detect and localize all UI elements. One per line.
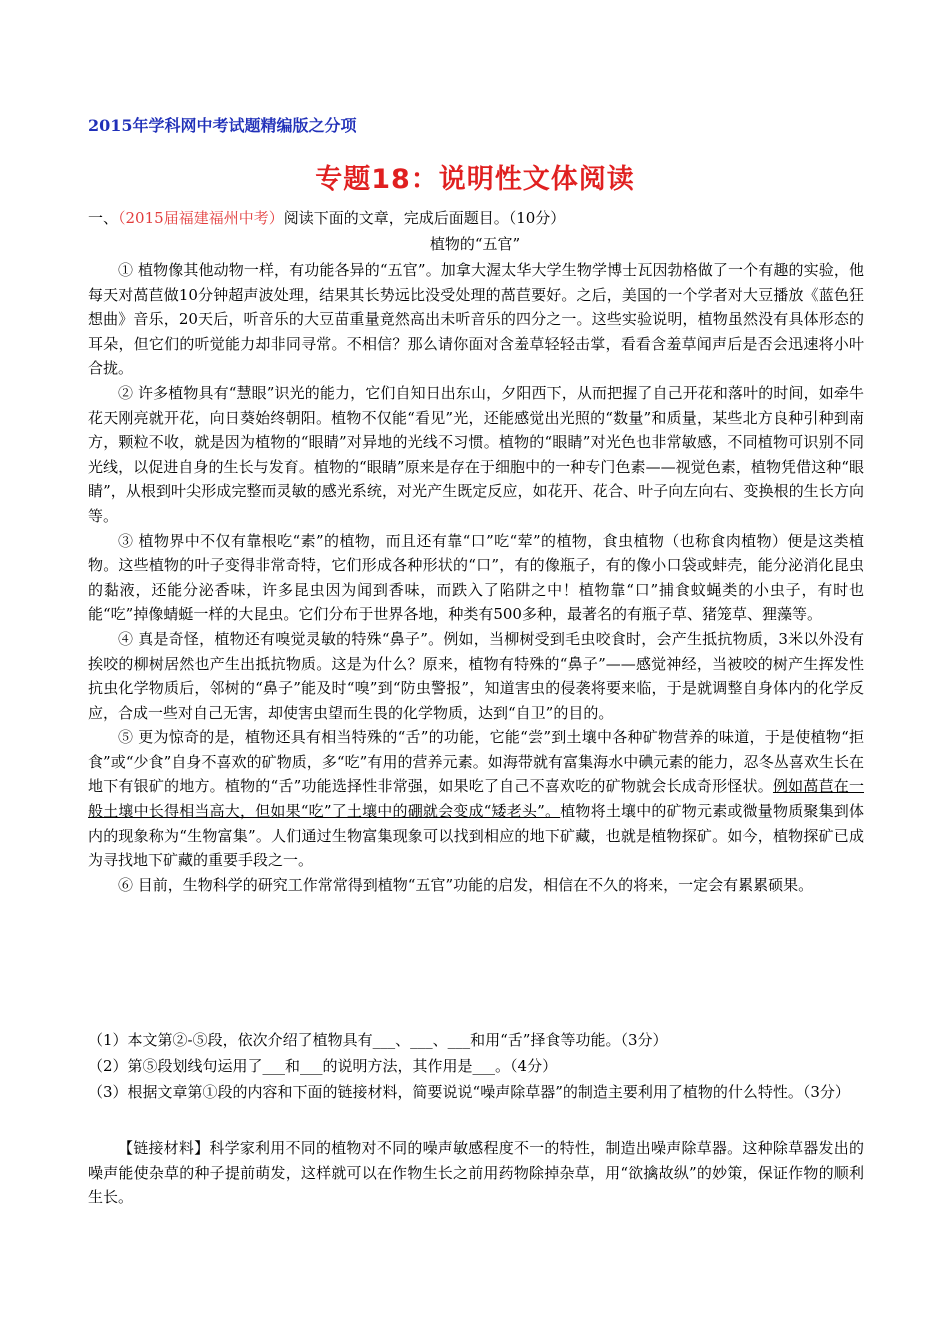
sub-question-2: （2）第⑤段划线句运用了___和___的说明方法，其作用是___。（4分）	[88, 1057, 558, 1075]
paragraph-5	[88, 725, 864, 873]
article-body	[88, 258, 864, 897]
question-source: （2015届福建福州中考）	[118, 209, 284, 227]
paragraph-6: ⑥ 目前，生物科学的研究工作常常得到植物“五官”功能的启发，相信在不久的将来，一定会有累累硕果。	[118, 875, 814, 894]
sub-question-1: （1）本文第②-⑤段，依次介绍了植物具有___、___、___和用“舌”择食等功能。（3分）	[88, 1031, 668, 1049]
paragraph-3: ③ 植物界中不仅有靠根吃“素”的植物，而且还有靠“口”吃“荤”的植物，食虫植物（也称食肉植物）便是这类植物。这些植物的叶子变得非常奇特，它们形成各种形状的“口”，有的像瓶子，有的像小口袋或蚌壳，能分泌消化昆虫的黏液，还能分泌香味，许多昆虫因为闻到香味，而跌入了陷阱之中！植物靠“口”捕食蚊蝇类的小虫子，有时也能“吃”掉像蜻蜓一样的大昆虫。它们分布于世界各地，种类有500多种，最著名的有瓶子草、猪笼草、狸藻等。	[88, 531, 864, 624]
paragraph-1: ① 植物像其他动物一样，有功能各异的“五官”。加拿大渥太华大学生物学博士瓦因勃格做了一个有趣的实验，他每天对萵苣做10分钟超声波处理，结果其长势远比没受处理的萵苣要好。之后，美国的一个学者对大豆播放《蓝色狂想曲》音乐，20天后，听音乐的大豆苗重量竟然高出未听音乐的四分之一。这些实验说明，植物虽然没有具体形态的耳朵，但它们的听觉能力却非同寻常。不相信？那么请你面对含羞草轻轻击掌，看看含羞草闻声后是否会迅速将小叶合拢。	[88, 261, 864, 378]
series-heading: 2015年学科网中考试题精编版之分项	[88, 116, 357, 135]
sub-question-3: （3）根据文章第①段的内容和下面的链接材料，简要说说“噪声除草器”的制造主要利用了植物的什么特性。（3分）	[88, 1083, 850, 1101]
link-material-text: 【链接材料】科学家利用不同的植物对不同的噪声敏感程度不一的特性，制造出噪声除草器。这种除草器发出的噪声能使杂草的种子提前萌发，这样就可以在作物生长之前用药物除掉杂草，用“欲擒故纵”的妙策，保证作物的顺利生长。	[88, 1139, 864, 1206]
question-instruction: 阅读下面的文章，完成后面题目。（10分）	[283, 209, 566, 227]
question-list	[88, 1027, 864, 1105]
paragraph-5-part1: ⑤ 更为惊奇的是，植物还具有相当特殊的“舌”的功能，它能“尝”到土壤中各种矿物营养的味道，于是使植物“拒食”或“少食”自身不喜欢的矿物质，多“吃”有用的营养元素。如海带就有富集海水中碘元素的能力，忍冬丛喜欢生长在地下有银矿的地方。植物的“舌”功能选择性非常强，如果吃了自己不喜欢吃的矿物就会长成奇形怪状。	[88, 728, 864, 796]
question-intro	[88, 207, 565, 228]
link-material	[88, 1136, 864, 1210]
underlined-sentence: 例如萵苣在一般土壤中长得相当高大，但如果“吃”了土壤中的硼就会变成“矮老头”。	[88, 777, 864, 821]
paragraph-5-part2: 植物将土壤中的矿物元素或微量物质聚集到体内的现象称为“生物富集”。人们通过生物富集现象可以找到相应的地下矿藏，也就是植物探矿。如今，植物探矿已成为寻找地下矿藏的重要手段之一。	[88, 802, 864, 870]
question-number: 一、	[88, 209, 119, 227]
article-title: 植物的“五官”	[429, 235, 521, 253]
paragraph-4: ④ 真是奇怪，植物还有嗅觉灵敏的特殊“鼻子”。例如，当柳树受到毛虫咬食时，会产生抵抗物质，3米以外没有挨咬的柳树居然也产生出抵抗物质。这是为什么？原来，植物有特殊的“鼻子”——感觉神经，当被咬的树产生挥发性抗虫化学物质后，邻树的“鼻子”能及时“嗅”到“防虫警报”，知道害虫的侵袭将要来临，于是就调整自身体内的化学反应，合成一些对自己无害，却使害虫望而生畏的化学物质，达到“自卫”的目的。	[88, 629, 864, 722]
page-title: 专题18：说明性文体阅读	[315, 164, 635, 195]
paragraph-2: ② 许多植物具有“慧眼”识光的能力，它们自知日出东山，夕阳西下，从而把握了自己开花和落叶的时间，如牵牛花天刚亮就开花，向日葵始终朝阳。植物不仅能“看见”光，还能感觉出光照的“数量”和质量，某些北方良种引种到南方，颗粒不收，就是因为植物的“眼睛”对异地的光线不习惯。植物的“眼睛”对光色也非常敏感，不同植物可识别不同光线，以促进自身的生长与发育。植物的“眼睛”原来是存在于细胞中的一种专门色素——视觉色素，植物凭借这种“眼睛”，从根到叶尖形成完整而灵敏的感光系统，对光产生既定反应，如花开、花合、叶子向左向右、变换根的生长方向等。	[88, 383, 864, 525]
